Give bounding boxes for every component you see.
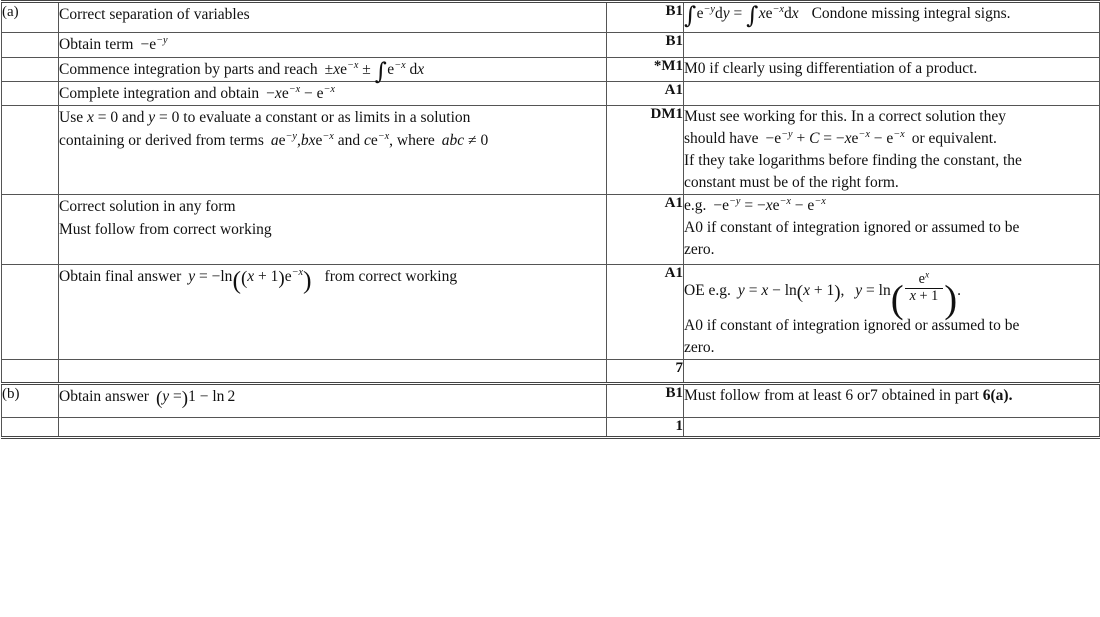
description-cell-1 <box>59 2 607 33</box>
comment-math-7: y = x − ln(x + 1), y = ln( $\frac{e^x}{x + 1}$ ). <box>737 270 962 321</box>
description-cell-8 <box>59 360 607 384</box>
description-cell-6 <box>59 195 607 265</box>
comment-text-6c: zero. <box>684 241 715 258</box>
description-math-9: (y =)1 − ln 2 <box>155 388 236 410</box>
table-row <box>2 81 1100 105</box>
description-text-6b: Must follow from correct working <box>59 221 272 239</box>
mark-cell-total-b: 1 <box>607 417 684 437</box>
description-text-3: Commence integration by parts and reach <box>59 60 318 78</box>
description-cell-4 <box>59 81 607 105</box>
mark-cell-subtotal-a: 7 <box>607 360 684 384</box>
description-cell-9 <box>59 384 607 417</box>
comment-cell-6 <box>684 195 1100 265</box>
mark-cell-3: *M1 <box>607 57 684 81</box>
part-label-blank-6 <box>2 195 59 265</box>
description-text-5d: containing or derived from terms <box>59 132 264 150</box>
mark-cell-1: B1 <box>607 2 684 33</box>
comment-cell-8 <box>684 360 1100 384</box>
comment-math-5: $-e^{-y} + C = -xe^{-x} - e^{-x}$ <box>765 128 905 147</box>
comment-cell-3 <box>684 57 1100 81</box>
table-row <box>2 33 1100 57</box>
comment-text-5e: constant must be of the right form. <box>684 174 899 191</box>
comment-cell-9 <box>684 384 1100 417</box>
comment-text-5a: Must see working for this. In a correct solution they <box>684 108 1006 125</box>
comment-cell-2 <box>684 33 1100 57</box>
part-label-b: (b) <box>2 384 59 417</box>
description-text-5f: , where <box>389 132 435 150</box>
comment-text-7c: zero. <box>684 339 715 357</box>
comment-text-5d: If they take logarithms before finding the constant, the <box>684 152 1022 169</box>
comment-cell-5 <box>684 106 1100 195</box>
mark-cell-4: A1 <box>607 81 684 105</box>
comment-text-7a: OE e.g. <box>684 281 731 299</box>
description-text-5c: to evaluate a constant or as limits in a solution <box>183 109 471 126</box>
part-label-blank-8 <box>2 360 59 384</box>
description-text-5e: and <box>337 132 361 150</box>
table-row <box>2 384 1100 417</box>
mark-cell-9: B1 <box>607 384 684 417</box>
comment-text-7b: A0 if constant of integration ignored or assumed to be <box>684 317 1020 335</box>
description-text-2: Obtain term <box>59 36 134 54</box>
description-cell-3 <box>59 57 607 85</box>
description-cell-10 <box>59 417 607 437</box>
table-row <box>2 264 1100 360</box>
description-text-4: Complete integration and obtain <box>59 84 260 102</box>
comment-text-3: M0 if clearly using differentiation of a product. <box>684 59 978 77</box>
comment-cell-1 <box>684 2 1100 33</box>
part-label-blank-3 <box>2 57 59 81</box>
description-cell-5: Use x = 0 and y = 0 to evaluate a constant or as limits in a solution containing or derived from terms $ae^{-y},bxe^{-x}$ and $ce^{-x}$, where abc ≠ 0 <box>59 106 607 195</box>
comment-text-1: Condone missing integral signs. <box>811 5 1011 22</box>
mark-cell-6: A1 <box>607 195 684 265</box>
description-math-2: $-e^{-y}$ <box>140 35 168 54</box>
description-cell-7 <box>59 264 607 360</box>
comment-text-6b: A0 if constant of integration ignored or assumed to be <box>684 219 1020 236</box>
table-row <box>2 106 1100 195</box>
comment-text-5b: should have <box>684 130 759 147</box>
description-text-1: Correct separation of variables <box>59 6 250 23</box>
description-math-4: $-xe^{-x} - e^{-x}$ <box>266 83 335 102</box>
comment-cell-4 <box>684 81 1100 105</box>
description-text-7a: Obtain final answer <box>59 267 182 285</box>
table-row <box>2 57 1100 81</box>
mark-cell-7: A1 <box>607 264 684 360</box>
comment-text-9b: 6(a). <box>982 387 1013 405</box>
part-label-blank-4 <box>2 81 59 105</box>
mark-cell-5: DM1 <box>607 106 684 195</box>
part-label-blank-2 <box>2 33 59 57</box>
part-label-blank-10 <box>2 417 59 437</box>
comment-math-1: $\int e^{-y}dy = \int xe^{-x}dx$ Condone missing integral signs. <box>684 2 1011 30</box>
description-text-9: Obtain answer <box>59 388 149 406</box>
table-row-subtotal <box>2 360 1100 384</box>
table-row-total <box>2 417 1100 437</box>
table-row <box>2 2 1100 33</box>
description-math-3: $\pm xe^{-x} \pm \int e^{-x}$ dx <box>324 57 425 85</box>
part-label-blank-7 <box>2 264 59 360</box>
part-label-a: (a) <box>2 2 59 33</box>
comment-text-5c: or equivalent. <box>911 130 997 147</box>
mark-scheme-table <box>1 0 1100 439</box>
description-text-5b: and <box>122 109 145 126</box>
table-row <box>2 195 1100 265</box>
description-text-6a: Correct solution in any form <box>59 198 236 215</box>
comment-cell-10 <box>684 417 1100 437</box>
comment-cell-7 <box>684 264 1100 360</box>
comment-text-6a: e.g. <box>684 197 707 214</box>
mark-cell-2: B1 <box>607 33 684 57</box>
description-text-7b: from correct working <box>324 267 458 285</box>
description-math-7: $y = -\ln((x + 1)e^{-x})$ <box>188 265 312 295</box>
description-text-5a: Use <box>59 109 84 126</box>
comment-math-6: $-e^{-y} = -xe^{-x} - e^{-x}$ <box>713 195 826 214</box>
comment-text-9a: Must follow from at least 6 or7 obtained in part <box>684 387 979 405</box>
part-label-blank-5 <box>2 106 59 195</box>
description-cell-2 <box>59 33 607 57</box>
